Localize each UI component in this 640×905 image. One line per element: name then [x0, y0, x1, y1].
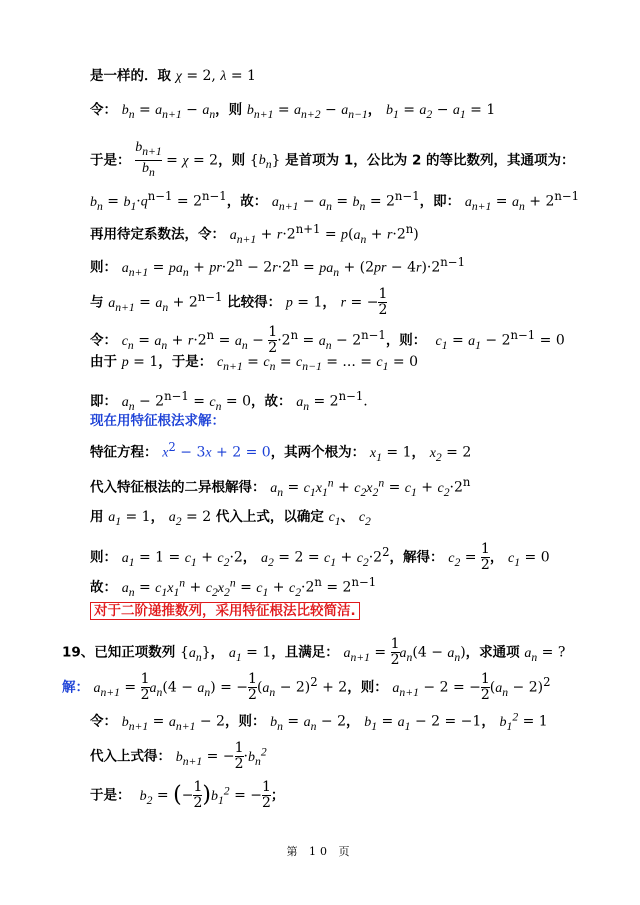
line-15: 则： $a_1 = 1 = c_1 + c_2\cdot 2$， $a_2 = 2 = c_1 + c_2\cdot 2^2$，解得： $c_2$ = $\frac{1}{2}$ ， $c_1 = 0$ — [90, 541, 550, 574]
line-23: 于是： $b_2$ = (− $\frac{1}{2}$ )$b_1^2$ = − $\frac{1}{2}$ ； — [90, 779, 285, 811]
line-4: $b_n = b_1\cdot q^{n-1} = 2^{n-1}$，故： $a_{n+1} - a_n = b_n = 2^{n-1}$，即： $a_{n+1} = a_n + 2^{n-1}$ — [90, 189, 580, 213]
line-3: 于是： $\frac{b_{n+1}}{b_n}$ = χ = 2，则 $\{b_n\}$ 是首项为 1，公比为 2 的等比数列，其通项为： — [90, 140, 575, 179]
line-12: 特征方程： $x^2 - 3x + 2 = 0$，其两个根为： $x_1 = 1$， $x_2 = 2$ — [90, 440, 472, 464]
line-14: 用 $a_1 = 1$， $a_2 = 2$ 代入上式，以确定 $c_1$、 $c_2$ — [90, 509, 371, 528]
line-16: 故： $a_n = c_1x_1^n + c_2x_2^n = c_1 + c_2\cdot 2^n = 2^{n-1}$ — [90, 575, 377, 599]
solution-line-1: 解： $a_{n+1}$ = $\frac{1}{2}$ $a_n(4 - a_n)$ = − $\frac{1}{2}$ $(a_n - 2)^2 + 2$，则： $a_{n+1} - 2$ = − $\frac{1}{2}$ $(a_n - 2)^2$ — [62, 671, 551, 704]
line-1: 是一样的．取 χ = 2, λ = 1 — [90, 68, 256, 84]
line-21: 令： $b_{n+1} = a_{n+1} - 2$，则： $b_n = a_n - 2$， $b_1 = a_1 - 2 = -1$， $b_1^2 = 1$ — [90, 710, 548, 733]
subheading-characteristic-root: 现在用特征根法求解： — [90, 413, 225, 429]
boxed-note — [90, 601, 360, 621]
problem-19: 19、已知正项数列 $\{a_n\}$， $a_1 = 1$，且满足： $a_{n+1}$ = $\frac{1}{2}$ $a_n(4 - a_n)$，求通项 $a_n$ = ? — [62, 636, 566, 668]
line-5: 再用待定系数法，令： $a_{n+1} + r\cdot 2^{n+1} = p(a_n + r\cdot 2^n)$ — [90, 222, 419, 246]
line-7: 与 $a_{n+1} = a_n + 2^{n-1}$ 比较得： p = 1， r = − $\frac{1}{2}$ — [90, 286, 388, 319]
line-13: 代入特征根法的二异根解得： $a_n = c_1x_1^n + c_2x_2^n = c_1 + c_2\cdot 2^n$ — [90, 475, 471, 499]
line-22: 代入上式得： $b_{n+1}$ = − $\frac{1}{2}$ $\cdot b_n^2$ — [90, 740, 267, 772]
line-6: 则： $a_{n+1} = pa_n + pr\cdot 2^n - 2r\cdot 2^n = pa_n + (2pr - 4r)\cdot 2^{n-1}$ — [90, 255, 465, 279]
line-10: 即： $a_n - 2^{n-1} = c_n = 0$，故： $a_n = 2^{n-1}$. — [90, 389, 368, 413]
line-9: 由于 p = 1，于是： $c_{n+1} = c_n = c_{n-1}$ = ... = $c_1 = 0$ — [90, 354, 418, 373]
page-number: 第 10 页 — [286, 845, 354, 858]
line-2: 令： $b_n = a_{n+1} - a_n$，则 $b_{n+1} = a_{n+2} - a_{n-1}$， $b_1 = a_2 - a_1 = 1$ — [90, 102, 496, 121]
solution-label: 解： — [62, 679, 89, 696]
boxed-note-text: 对于二阶递推数列，采用特征根法比较简洁. — [90, 602, 360, 620]
line-8: 令： $c_n = a_n + r\cdot 2^n = a_n$ − $\frac{1}{2}$ $\cdot 2^n = a_n - 2^{n-1}$，则： $c_1 = a_1 - 2^{n-1} = 0$ — [90, 324, 565, 357]
